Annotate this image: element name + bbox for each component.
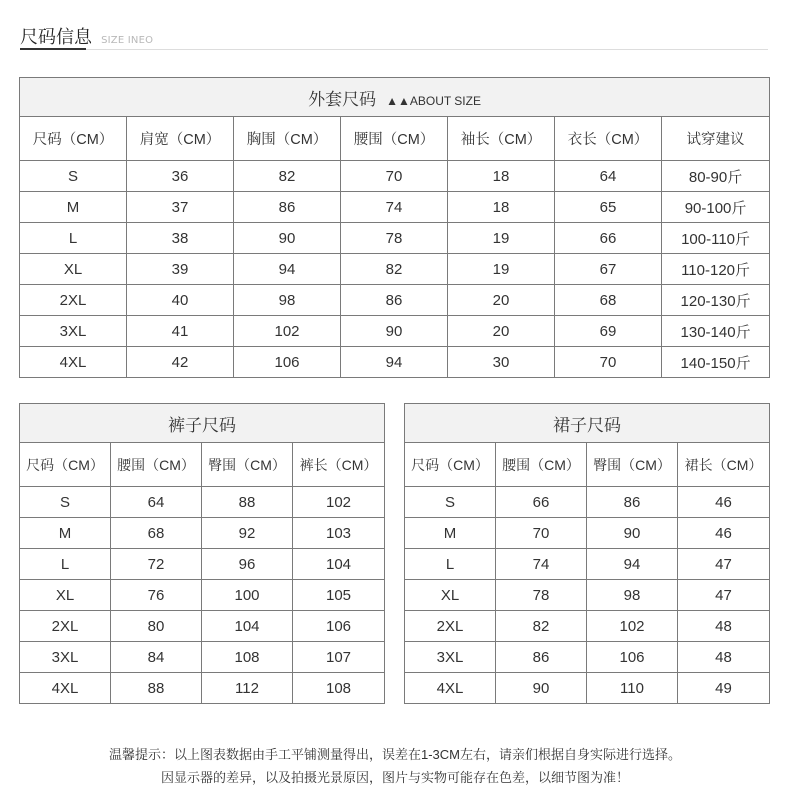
table-row	[20, 254, 770, 285]
table-cell: 102	[234, 316, 341, 347]
table-cell: M	[20, 518, 111, 549]
skirt-table-title: 裙子尺码	[405, 404, 770, 443]
coat-column-header: 腰围（CM）	[341, 117, 448, 161]
table-cell: 130-140斤	[662, 316, 770, 347]
table-cell: XL	[405, 580, 496, 611]
table-cell: 3XL	[20, 642, 111, 673]
table-cell: 72	[111, 549, 202, 580]
skirt-size-table	[404, 403, 770, 704]
coat-column-header: 袖长（CM）	[448, 117, 555, 161]
table-cell: 96	[202, 549, 293, 580]
coat-column-header: 衣长（CM）	[555, 117, 662, 161]
table-cell: 105	[293, 580, 385, 611]
table-cell: 66	[496, 487, 587, 518]
table-row	[20, 487, 385, 518]
table-cell: L	[20, 223, 127, 254]
table-row	[20, 642, 385, 673]
skirt-header-row	[405, 443, 770, 487]
table-cell: 120-130斤	[662, 285, 770, 316]
table-cell: 102	[587, 611, 678, 642]
table-cell: 3XL	[405, 642, 496, 673]
table-row	[405, 580, 770, 611]
table-cell: 3XL	[20, 316, 127, 347]
table-cell: 110	[587, 673, 678, 704]
table-cell: 18	[448, 192, 555, 223]
table-cell: 4XL	[405, 673, 496, 704]
table-cell: S	[20, 161, 127, 192]
coat-size-table	[19, 77, 770, 378]
table-cell: 19	[448, 254, 555, 285]
table-cell: 19	[448, 223, 555, 254]
table-cell: 108	[202, 642, 293, 673]
note-line-2: 因显示器的差异，以及拍摄光景原因，图片与实物可能存在色差，以细节图为准！	[160, 770, 629, 785]
table-cell: 82	[234, 161, 341, 192]
section-title: 尺码信息	[20, 27, 92, 48]
section-subtitle: SIZE INEO	[101, 35, 154, 46]
table-cell: 65	[555, 192, 662, 223]
table-cell: 4XL	[20, 347, 127, 378]
table-cell: 110-120斤	[662, 254, 770, 285]
pants-column-header: 尺码（CM）	[20, 443, 111, 487]
header-divider	[20, 49, 768, 50]
table-cell: 90	[234, 223, 341, 254]
table-cell: 108	[293, 673, 385, 704]
table-cell: 67	[555, 254, 662, 285]
table-cell: L	[20, 549, 111, 580]
table-cell: 74	[496, 549, 587, 580]
table-cell: 47	[678, 580, 770, 611]
table-cell: 74	[341, 192, 448, 223]
table-row	[20, 347, 770, 378]
table-cell: 48	[678, 611, 770, 642]
table-cell: 64	[111, 487, 202, 518]
header-divider-accent	[20, 48, 86, 50]
skirt-column-header: 尺码（CM）	[405, 443, 496, 487]
table-cell: 76	[111, 580, 202, 611]
table-cell: 70	[496, 518, 587, 549]
table-cell: 39	[127, 254, 234, 285]
table-cell: M	[405, 518, 496, 549]
table-row	[20, 611, 385, 642]
table-cell: 98	[234, 285, 341, 316]
table-cell: 106	[293, 611, 385, 642]
table-row	[20, 285, 770, 316]
pants-column-header: 腰围（CM）	[111, 443, 202, 487]
table-cell: 80-90斤	[662, 161, 770, 192]
table-row	[20, 580, 385, 611]
table-cell: 69	[555, 316, 662, 347]
table-cell: 90	[496, 673, 587, 704]
table-cell: 100-110斤	[662, 223, 770, 254]
table-cell: 47	[678, 549, 770, 580]
table-cell: 20	[448, 316, 555, 347]
table-cell: 106	[234, 347, 341, 378]
table-row	[405, 518, 770, 549]
table-row	[405, 611, 770, 642]
table-cell: 2XL	[20, 611, 111, 642]
table-row	[20, 223, 770, 254]
table-cell: 92	[202, 518, 293, 549]
coat-column-header: 胸围（CM）	[234, 117, 341, 161]
table-cell: 104	[293, 549, 385, 580]
table-row	[20, 518, 385, 549]
table-cell: 38	[127, 223, 234, 254]
table-cell: 40	[127, 285, 234, 316]
table-cell: 30	[448, 347, 555, 378]
table-cell: XL	[20, 580, 111, 611]
table-cell: 41	[127, 316, 234, 347]
table-cell: 86	[341, 285, 448, 316]
pants-column-header: 裤长（CM）	[293, 443, 385, 487]
table-cell: 78	[496, 580, 587, 611]
table-cell: 86	[496, 642, 587, 673]
table-row	[20, 316, 770, 347]
table-cell: 68	[555, 285, 662, 316]
table-cell: 107	[293, 642, 385, 673]
table-cell: S	[405, 487, 496, 518]
pants-header-row	[20, 443, 385, 487]
table-cell: 78	[341, 223, 448, 254]
table-row	[20, 192, 770, 223]
table-cell: 2XL	[405, 611, 496, 642]
skirt-column-header: 腰围（CM）	[496, 443, 587, 487]
table-cell: 102	[293, 487, 385, 518]
table-cell: M	[20, 192, 127, 223]
table-cell: 49	[678, 673, 770, 704]
table-cell: 66	[555, 223, 662, 254]
table-row	[405, 549, 770, 580]
table-cell: L	[405, 549, 496, 580]
coat-table-title-cell	[20, 78, 770, 117]
coat-column-header: 试穿建议	[662, 117, 770, 161]
table-cell: 88	[202, 487, 293, 518]
table-cell: 70	[555, 347, 662, 378]
table-cell: 68	[111, 518, 202, 549]
table-row	[20, 161, 770, 192]
table-row	[20, 673, 385, 704]
table-cell: 84	[111, 642, 202, 673]
table-cell: 46	[678, 487, 770, 518]
table-row	[405, 642, 770, 673]
coat-about-size: ▲▲ABOUT SIZE	[386, 93, 481, 108]
table-cell: 98	[587, 580, 678, 611]
table-cell: 36	[127, 161, 234, 192]
skirt-column-header: 裙长（CM）	[678, 443, 770, 487]
skirt-column-header: 臀围（CM）	[587, 443, 678, 487]
table-cell: 103	[293, 518, 385, 549]
table-cell: 20	[448, 285, 555, 316]
coat-column-header: 尺码（CM）	[20, 117, 127, 161]
table-cell: 90	[587, 518, 678, 549]
table-cell: 46	[678, 518, 770, 549]
table-cell: 37	[127, 192, 234, 223]
table-cell: 100	[202, 580, 293, 611]
table-cell: 112	[202, 673, 293, 704]
table-cell: 70	[341, 161, 448, 192]
table-cell: XL	[20, 254, 127, 285]
table-cell: 106	[587, 642, 678, 673]
table-cell: 82	[496, 611, 587, 642]
pants-size-table	[19, 403, 385, 704]
coat-column-header: 肩宽（CM）	[127, 117, 234, 161]
table-cell: 48	[678, 642, 770, 673]
table-cell: S	[20, 487, 111, 518]
table-cell: 86	[587, 487, 678, 518]
table-cell: 94	[341, 347, 448, 378]
table-cell: 42	[127, 347, 234, 378]
pants-column-header: 臀围（CM）	[202, 443, 293, 487]
note-line-1: 温馨提示：以上图表数据由手工平铺测量得出，误差在1-3CM左右，请亲们根据自身实际进行选择。	[108, 747, 681, 762]
table-cell: 80	[111, 611, 202, 642]
table-cell: 4XL	[20, 673, 111, 704]
table-cell: 86	[234, 192, 341, 223]
pants-table-title: 裤子尺码	[20, 404, 385, 443]
table-cell: 64	[555, 161, 662, 192]
table-cell: 82	[341, 254, 448, 285]
table-cell: 18	[448, 161, 555, 192]
table-cell: 94	[587, 549, 678, 580]
table-row	[405, 487, 770, 518]
table-cell: 90	[341, 316, 448, 347]
table-cell: 140-150斤	[662, 347, 770, 378]
table-cell: 2XL	[20, 285, 127, 316]
table-row	[20, 549, 385, 580]
table-cell: 90-100斤	[662, 192, 770, 223]
coat-header-row	[20, 117, 770, 161]
table-cell: 104	[202, 611, 293, 642]
section-header	[20, 23, 153, 49]
coat-table-title: 外套尺码	[308, 89, 377, 109]
table-row	[405, 673, 770, 704]
table-cell: 88	[111, 673, 202, 704]
table-cell: 94	[234, 254, 341, 285]
